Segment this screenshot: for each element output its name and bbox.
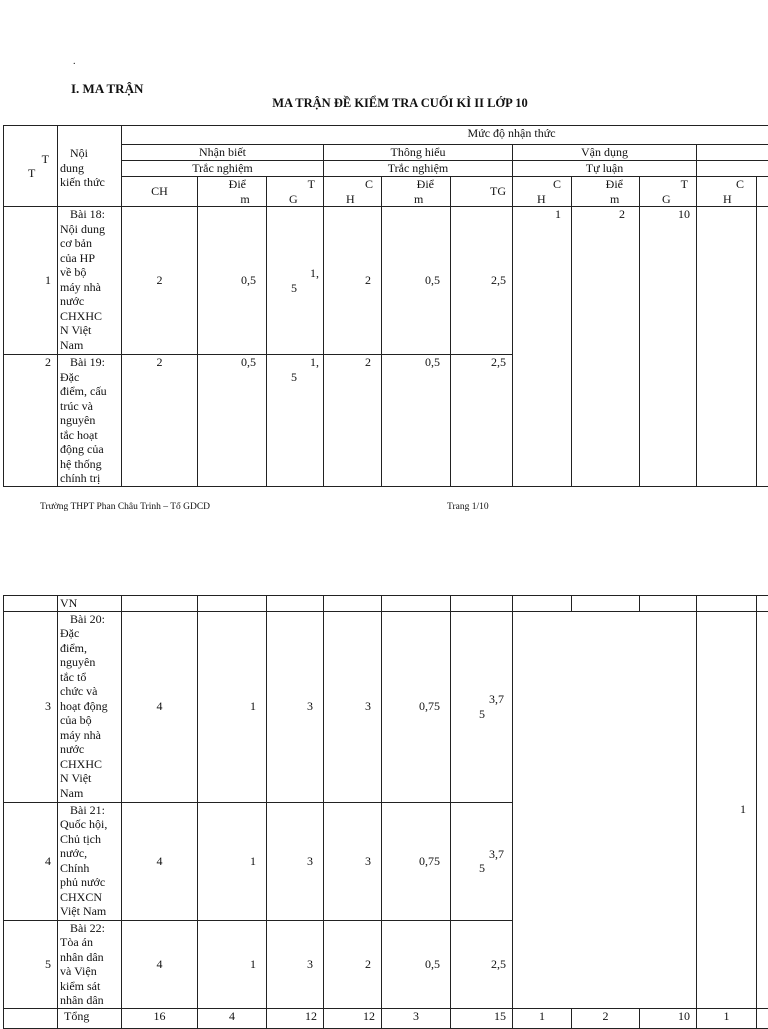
cont-cell: [324, 596, 382, 612]
total-nb-ch: 16: [122, 1008, 198, 1028]
row-5-th-ch: 2: [324, 920, 382, 1008]
row-4-nb-diem: 1: [198, 802, 267, 920]
row-3-th-ch: 3: [324, 611, 382, 802]
row-1-vd-diem: 2: [572, 207, 640, 487]
cont-cell: [697, 596, 757, 612]
cont-cell: [757, 596, 768, 612]
row-1-vd-tg: 10: [640, 207, 697, 487]
vd-tg-header: T G: [640, 177, 697, 207]
cont-cell: [198, 596, 267, 612]
row-2-tt: 2: [4, 355, 58, 487]
cont-cell: [382, 596, 451, 612]
tu-luan-header: Tự luận: [513, 161, 697, 177]
thong-hieu-header: Thông hiểu: [324, 145, 513, 161]
total-nb-tg: 12: [267, 1008, 324, 1028]
trac-nghiem-header-2: Trắc nghiệm: [324, 161, 513, 177]
nb-ch-header: CH: [122, 177, 198, 207]
col-tt-header: T T: [4, 126, 58, 207]
row-4-tt: 4: [4, 802, 58, 920]
total-vd-tg: 10: [640, 1008, 697, 1028]
row-3-th-tg: 3,7 5: [451, 611, 513, 802]
extra-ch-header: C H: [697, 177, 757, 207]
extra-header: [697, 145, 768, 161]
row-1-th-tg: 2,5: [451, 207, 513, 355]
row-2-content: Bài 19: Đặc điểm, cấu trúc và nguyên tắc hoạt động của hệ thống chính trị: [58, 355, 122, 487]
cont-tt: [4, 596, 58, 612]
vd-diem-header: Điể m: [572, 177, 640, 207]
row-2-th-tg: 2,5: [451, 355, 513, 487]
footer-page-number: Trang 1/10: [447, 502, 489, 512]
row-4-th-diem: 0,75: [382, 802, 451, 920]
row-5-tt: 5: [4, 920, 58, 1008]
row-1-vd-ch: 1: [513, 207, 572, 487]
row-3-content: Bài 20: Đặc điểm, nguyên tắc tổ chức và hoạt động của bộ máy nhà nước CHXHC N Việt Nam: [58, 611, 122, 802]
col-content-header: Nội dung kiến thức: [58, 126, 122, 207]
row-1-nb-diem: 0,5: [198, 207, 267, 355]
nb-diem-header: Điể m: [198, 177, 267, 207]
row-3-nb-tg: 3: [267, 611, 324, 802]
row-1-nb-tg: 1, 5: [267, 207, 324, 355]
cont-cell: [451, 596, 513, 612]
cont-cell: [122, 596, 198, 612]
total-extra-ch: 1: [697, 1008, 757, 1028]
vd-merged-block: [513, 611, 697, 1008]
vd-merged-ch: 1: [697, 611, 757, 1008]
row-5-content: Bài 22: Tòa án nhân dân và Viện kiểm sát nhân dân: [58, 920, 122, 1008]
cont-content: VN: [58, 596, 122, 612]
row-1-content: Bài 18: Nội dung cơ bản của HP về bộ máy nhà nước CHXHC N Việt Nam: [58, 207, 122, 355]
total-label: Tổng: [58, 1008, 122, 1028]
row-2-th-ch: 2: [324, 355, 382, 487]
cont-cell: [640, 596, 697, 612]
page-title: MA TRẬN ĐỀ KIỂM TRA CUỐI KÌ II LỚP 10: [0, 96, 768, 111]
matrix-table-part2: [3, 595, 768, 1029]
matrix-table-part1: [3, 125, 768, 487]
row-2-nb-ch: 2: [122, 355, 198, 487]
row-3-nb-ch: 4: [122, 611, 198, 802]
extra-col-header: [757, 177, 768, 207]
row-3-nb-diem: 1: [198, 611, 267, 802]
vd-merged-extra: [757, 611, 768, 1008]
row-1-extra: [697, 207, 757, 487]
extra-subheader: [697, 161, 768, 177]
row-3-tt: 3: [4, 611, 58, 802]
row-4-nb-tg: 3: [267, 802, 324, 920]
row-5-th-tg: 2,5: [451, 920, 513, 1008]
row-5-nb-ch: 4: [122, 920, 198, 1008]
row-1-extra-2: [757, 207, 768, 487]
cont-cell: [513, 596, 572, 612]
section-heading: I. MA TRẬN: [71, 81, 143, 97]
total-vd-diem: 2: [572, 1008, 640, 1028]
total-tt: [4, 1008, 58, 1028]
row-5-nb-tg: 3: [267, 920, 324, 1008]
row-2-th-diem: 0,5: [382, 355, 451, 487]
total-vd-ch: 1: [513, 1008, 572, 1028]
row-2-nb-diem: 0,5: [198, 355, 267, 487]
row-4-content: Bài 21: Quốc hội, Chủ tịch nước, Chính phủ nước CHXCN Việt Nam: [58, 802, 122, 920]
total-th-diem: 3: [382, 1008, 451, 1028]
stray-dot: .: [73, 56, 76, 67]
th-tg-header: TG: [451, 177, 513, 207]
total-th-ch: 12: [324, 1008, 382, 1028]
row-5-th-diem: 0,5: [382, 920, 451, 1008]
row-2-nb-tg: 1, 5: [267, 355, 324, 487]
row-5-nb-diem: 1: [198, 920, 267, 1008]
row-3-th-diem: 0,75: [382, 611, 451, 802]
th-ch-header: C H: [324, 177, 382, 207]
row-1-nb-ch: 2: [122, 207, 198, 355]
cont-cell: [572, 596, 640, 612]
row-4-th-ch: 3: [324, 802, 382, 920]
trac-nghiem-header-1: Trắc nghiệm: [122, 161, 324, 177]
row-4-nb-ch: 4: [122, 802, 198, 920]
total-extra: [757, 1008, 768, 1028]
van-dung-header: Vận dụng: [513, 145, 697, 161]
row-4-th-tg: 3,7 5: [451, 802, 513, 920]
nb-tg-header: T G: [267, 177, 324, 207]
row-1-th-diem: 0,5: [382, 207, 451, 355]
th-diem-header: Điể m: [382, 177, 451, 207]
vd-ch-header: C H: [513, 177, 572, 207]
footer-school: Trường THPT Phan Châu Trinh – Tổ GDCD: [40, 502, 210, 512]
total-th-tg: 15: [451, 1008, 513, 1028]
row-1-tt: 1: [4, 207, 58, 355]
row-1-th-ch: 2: [324, 207, 382, 355]
muc-do-header: Mức độ nhận thức: [122, 126, 768, 145]
nhan-biet-header: Nhận biết: [122, 145, 324, 161]
cont-cell: [267, 596, 324, 612]
total-nb-diem: 4: [198, 1008, 267, 1028]
